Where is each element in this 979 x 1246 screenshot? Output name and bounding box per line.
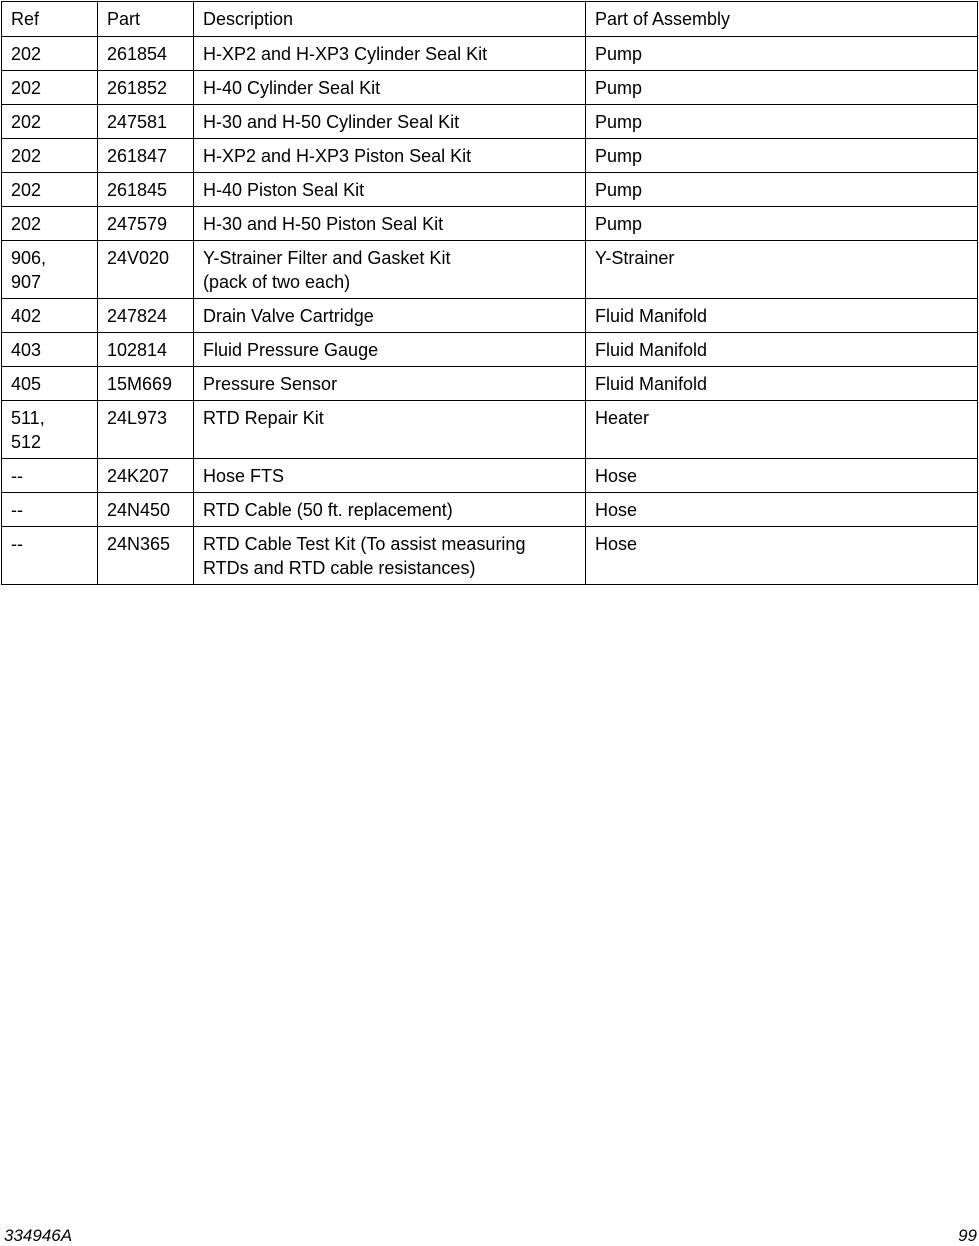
cell-description: Y-Strainer Filter and Gasket Kit (pack of two each) <box>194 241 586 299</box>
cell-ref: 405 <box>2 367 98 401</box>
cell-ref: 202 <box>2 37 98 71</box>
cell-ref: -- <box>2 493 98 527</box>
cell-description: RTD Repair Kit <box>194 401 586 459</box>
table-row <box>2 71 978 105</box>
table-row <box>2 37 978 71</box>
cell-part: 261854 <box>98 37 194 71</box>
table-row <box>2 333 978 367</box>
cell-ref: -- <box>2 527 98 585</box>
header-assembly: Part of Assembly <box>586 2 978 37</box>
cell-assembly: Hose <box>586 493 978 527</box>
cell-assembly: Hose <box>586 527 978 585</box>
cell-part: 102814 <box>98 333 194 367</box>
cell-assembly: Pump <box>586 105 978 139</box>
cell-part: 24V020 <box>98 241 194 299</box>
cell-description: Fluid Pressure Gauge <box>194 333 586 367</box>
cell-part: 247579 <box>98 207 194 241</box>
cell-assembly: Fluid Manifold <box>586 333 978 367</box>
table-row <box>2 299 978 333</box>
cell-ref: 402 <box>2 299 98 333</box>
parts-table <box>1 1 978 585</box>
header-part: Part <box>98 2 194 37</box>
cell-ref: 202 <box>2 105 98 139</box>
cell-description: H-XP2 and H-XP3 Piston Seal Kit <box>194 139 586 173</box>
cell-assembly: Y-Strainer <box>586 241 978 299</box>
cell-part: 247824 <box>98 299 194 333</box>
table-row <box>2 139 978 173</box>
cell-description: H-30 and H-50 Cylinder Seal Kit <box>194 105 586 139</box>
header-description: Description <box>194 2 586 37</box>
cell-description: RTD Cable (50 ft. replacement) <box>194 493 586 527</box>
cell-assembly: Pump <box>586 71 978 105</box>
table-row <box>2 105 978 139</box>
cell-part: 24N365 <box>98 527 194 585</box>
table-header-row <box>2 2 978 37</box>
cell-part: 24N450 <box>98 493 194 527</box>
cell-ref: 403 <box>2 333 98 367</box>
cell-ref: 202 <box>2 71 98 105</box>
table-row <box>2 493 978 527</box>
table-row <box>2 527 978 585</box>
cell-description: H-30 and H-50 Piston Seal Kit <box>194 207 586 241</box>
cell-assembly: Fluid Manifold <box>586 367 978 401</box>
page-number: 99 <box>958 1226 977 1245</box>
cell-description: Hose FTS <box>194 459 586 493</box>
cell-assembly: Heater <box>586 401 978 459</box>
cell-description: Drain Valve Cartridge <box>194 299 586 333</box>
table-row <box>2 173 978 207</box>
table-row <box>2 401 978 459</box>
cell-description: RTD Cable Test Kit (To assist measuring RTDs and RTD cable resistances) <box>194 527 586 585</box>
cell-ref: 202 <box>2 139 98 173</box>
cell-assembly: Hose <box>586 459 978 493</box>
cell-part: 261847 <box>98 139 194 173</box>
table-row <box>2 241 978 299</box>
table-row <box>2 459 978 493</box>
cell-part: 24L973 <box>98 401 194 459</box>
cell-part: 24K207 <box>98 459 194 493</box>
table-row <box>2 367 978 401</box>
cell-part: 15M669 <box>98 367 194 401</box>
cell-assembly: Pump <box>586 139 978 173</box>
cell-ref: -- <box>2 459 98 493</box>
cell-assembly: Pump <box>586 173 978 207</box>
cell-description: H-40 Cylinder Seal Kit <box>194 71 586 105</box>
table-row <box>2 207 978 241</box>
cell-description: Pressure Sensor <box>194 367 586 401</box>
cell-part: 247581 <box>98 105 194 139</box>
cell-ref: 906, 907 <box>2 241 98 299</box>
cell-description: H-XP2 and H-XP3 Cylinder Seal Kit <box>194 37 586 71</box>
cell-ref: 511, 512 <box>2 401 98 459</box>
cell-part: 261845 <box>98 173 194 207</box>
cell-assembly: Pump <box>586 37 978 71</box>
cell-assembly: Fluid Manifold <box>586 299 978 333</box>
cell-ref: 202 <box>2 207 98 241</box>
cell-part: 261852 <box>98 71 194 105</box>
document-number: 334946A <box>4 1226 73 1245</box>
cell-assembly: Pump <box>586 207 978 241</box>
cell-description: H-40 Piston Seal Kit <box>194 173 586 207</box>
header-ref: Ref <box>2 2 98 37</box>
cell-ref: 202 <box>2 173 98 207</box>
